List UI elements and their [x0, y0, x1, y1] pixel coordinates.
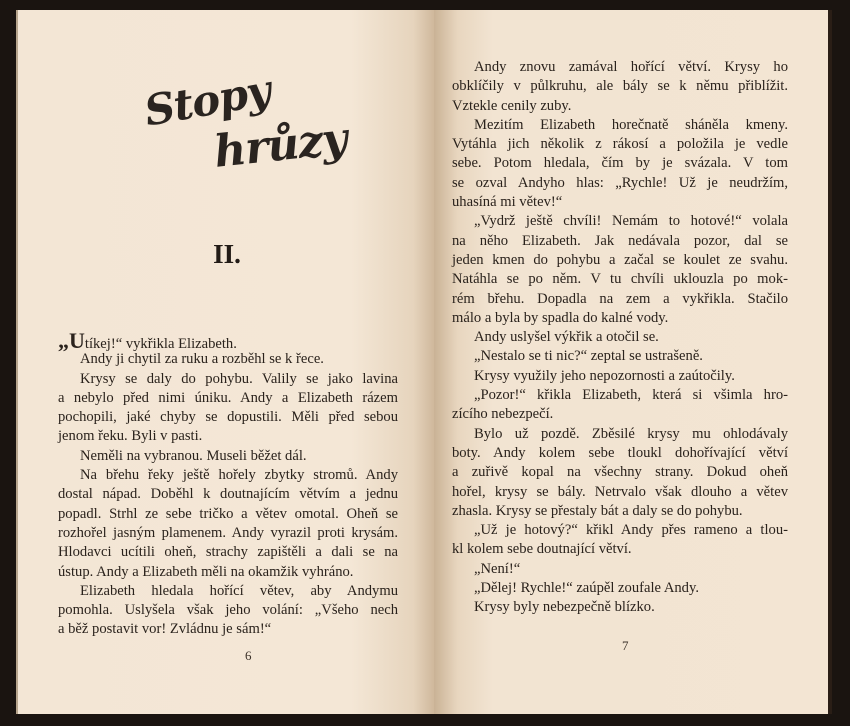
- text-line: na něho Elizabeth. Jak nedávala pozor, dal se: [452, 232, 788, 249]
- title-line-2: hrůzy: [211, 113, 350, 178]
- text-line: zhasla. Krysy se přestaly bát a daly se do pohybu.: [452, 502, 743, 519]
- text-line: Vytáhla jich několik z rákosí a položila je vedle: [452, 136, 788, 153]
- text-line: Krysy využily jeho nepozornosti a zaútočily.: [474, 367, 735, 384]
- text-line: popadl. Strhl ze sebe tričko a větev omotal. Oheň se: [58, 505, 398, 522]
- chapter-number: II.: [213, 239, 241, 269]
- text-line: Hlodavci ucítili oheň, strachy zapištěli a dali se na: [58, 544, 398, 561]
- text-line: kl kolem sebe doutnající větví.: [452, 541, 632, 558]
- text-line: jenom řeku. Byli v pasti.: [58, 428, 203, 445]
- text-line: málo a byla by spadla do kalné vody.: [452, 309, 669, 326]
- text-line: rém břehu. Dopadla na zem a vykřikla. Stačilo: [452, 290, 788, 307]
- right-page-text: [452, 58, 788, 618]
- text-line: a nebylo před nimi úniku. Andy a Elizabeth rázem: [58, 389, 398, 406]
- text-line: Andy uslyšel výkřik a otočil se.: [474, 329, 659, 346]
- text-line: „Není!“: [474, 560, 521, 577]
- text-line: jeden kmen do pohybu a začal se koulet ze svahu.: [452, 251, 788, 268]
- text-line: Vztekle cenily zuby.: [452, 97, 572, 114]
- text-line: obklíčily v půlkruhu, ale bály se k němu přiblížit.: [452, 78, 788, 95]
- text-line: a zuřivě kopal na všechny strany. Dokud oheň: [452, 464, 788, 481]
- text-line: Krysy byly nebezpečně blízko.: [474, 599, 655, 616]
- text-line: ústup. Andy a Elizabeth měli na okamžik vyhráno.: [58, 563, 354, 580]
- text-line: „Dělej! Rychle!“ zaúpěl zoufale Andy.: [474, 580, 699, 597]
- text-line: pochopili, jaké chyby se dopustili. Měli před sebou: [58, 409, 398, 426]
- chapter-title-art: [140, 65, 364, 186]
- text-line: „Už je hotový?“ křikl Andy přes rameno a tlou-: [474, 522, 788, 539]
- text-line: se ozval Andyho hlas: „Rychle! Už je neudržím,: [452, 174, 788, 191]
- text-line: Krysy se daly do pohybu. Valily se jako lavina: [80, 370, 398, 387]
- text-line: hořel, krysy se bály. Netrvalo však dlouho a větev: [452, 483, 788, 500]
- text-line: „Nestalo se ti nic?“ zeptal se ustrašeně.: [474, 348, 703, 365]
- text-line: Neměli na vybranou. Museli běžet dál.: [80, 447, 307, 464]
- first-line: [58, 328, 398, 353]
- drop-cap: „U: [58, 328, 85, 353]
- left-page-text: [58, 328, 398, 640]
- text-line: boty. Andy kolem sebe tloukl dohořívající větví: [452, 444, 788, 461]
- text-line: uhasíná mi větev!“: [452, 194, 563, 211]
- first-line-text: tíkej!“ vykřikla Elizabeth.: [84, 336, 237, 352]
- text-line: rozhořel jasným plamenem. Andy vyrazil proti krysám.: [58, 524, 398, 541]
- text-line: Elizabeth hledala hořící větev, aby Andymu: [80, 582, 398, 599]
- text-line: dostal nápad. Doběhl k doutnajícím větvím a jednu: [58, 486, 398, 503]
- text-line: Andy ji chytil za ruku a rozběhl se k řece.: [80, 351, 324, 368]
- page-number-right: 7: [622, 638, 629, 653]
- text-line: sebe. Potom hledala, čím by je svázala. V tom: [452, 155, 788, 172]
- text-line: pomohla. Uslyšela však jeho volání: „Všeho nech: [58, 602, 398, 619]
- page-number-left: 6: [245, 648, 252, 663]
- text-line: „Vydrž ještě chvíli! Nemám to hotové!“ volala: [474, 213, 788, 230]
- text-line: Natáhla se po něm. V tu chvíli uklouzla po mok-: [452, 271, 788, 288]
- text-line: Bylo už pozdě. Zběsilé krysy mu ohlodávaly: [474, 425, 788, 442]
- text-line: Andy znovu zamával hořící větví. Krysy ho: [474, 59, 788, 75]
- text-line: Na břehu řeky ještě hořely zbytky stromů. Andy: [80, 467, 398, 484]
- title-line-1: Stopy: [140, 65, 274, 136]
- text-line: zícího nebezpečí.: [452, 406, 554, 423]
- text-line: Mezitím Elizabeth horečnatě sháněla kmeny.: [474, 116, 788, 133]
- text-line: a běž postavit vor! Zvládnu je sám!“: [58, 621, 272, 638]
- text-line: „Pozor!“ křikla Elizabeth, která si všimla hro-: [474, 387, 788, 404]
